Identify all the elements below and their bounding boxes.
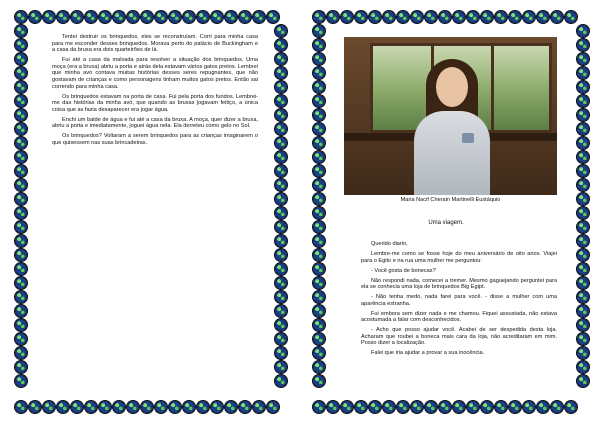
globe-icon — [275, 263, 287, 275]
right-page-text — [361, 241, 557, 360]
globe-border-bottom — [14, 400, 288, 414]
globe-icon — [577, 305, 589, 317]
globe-icon — [313, 305, 325, 317]
globe-icon — [15, 319, 27, 331]
globe-icon — [15, 221, 27, 233]
globe-icon — [15, 305, 27, 317]
globe-icon — [275, 207, 287, 219]
globe-icon — [15, 249, 27, 261]
globe-icon — [453, 11, 465, 23]
globe-icon — [113, 11, 125, 23]
globe-icon — [275, 67, 287, 79]
globe-icon — [495, 401, 507, 413]
right-paragraph-5: - Não tenha medo, nada farei para você. - disse a mulher com uma aparência estranha. — [361, 294, 557, 307]
globe-icon — [169, 401, 181, 413]
globe-icon — [15, 11, 27, 23]
globe-icon — [275, 25, 287, 37]
globe-icon — [383, 11, 395, 23]
globe-icon — [313, 53, 325, 65]
globe-icon — [313, 207, 325, 219]
globe-icon — [537, 11, 549, 23]
globe-icon — [239, 401, 251, 413]
right-paragraph-2: Lembre-me como se fosse hoje do meu aniversário de oito anos. Viajei para o Egito e na rua uma mulher me perguntou: — [361, 250, 557, 264]
globe-icon — [15, 333, 27, 345]
globe-icon — [225, 11, 237, 23]
globe-icon — [15, 25, 27, 37]
globe-icon — [275, 249, 287, 261]
globe-icon — [15, 165, 27, 177]
globe-icon — [313, 375, 325, 387]
globe-icon — [43, 11, 55, 23]
globe-icon — [509, 401, 521, 413]
globe-icon — [577, 193, 589, 205]
globe-icon — [313, 319, 325, 331]
globe-icon — [523, 11, 535, 23]
globe-icon — [313, 95, 325, 107]
globe-icon — [275, 39, 287, 51]
left-paragraph-5: Os brinquedos? Voltaram a serem brinquedos para as crianças imaginarem o que quisessem nas suas brincadeiras. — [52, 133, 258, 146]
globe-icon — [267, 11, 279, 23]
globe-icon — [85, 11, 97, 23]
globe-icon — [275, 375, 287, 387]
globe-icon — [275, 361, 287, 373]
left-paragraph-1: Tentei destruir os brinquedos, eles se reconstruíam. Corri para minha casa para me esconder desses brinquedos. Morava perto do palácio de Buckingham e a casa da bruxa era dois quarteirões de lá. — [52, 34, 258, 54]
globe-icon — [99, 11, 111, 23]
globe-icon — [537, 401, 549, 413]
globe-icon — [439, 11, 451, 23]
globe-icon — [577, 291, 589, 303]
globe-icon — [467, 11, 479, 23]
globe-icon — [275, 123, 287, 135]
globe-icon — [253, 401, 265, 413]
globe-icon — [313, 347, 325, 359]
globe-icon — [197, 401, 209, 413]
globe-icon — [565, 11, 577, 23]
right-paragraph-7: - Acho que posso ajudar você. Acabei de ser despedida desta loja. Acharam que roubei a boneca mais cara da loja, não acreditaram em mim. Posso dizer a localização. — [361, 327, 557, 347]
globe-icon — [15, 401, 27, 413]
globe-icon — [275, 109, 287, 121]
globe-icon — [15, 81, 27, 93]
globe-icon — [275, 95, 287, 107]
globe-icon — [275, 193, 287, 205]
story-title: Uma viagem. — [428, 220, 464, 226]
globe-icon — [113, 401, 125, 413]
right-paragraph-8: Falei que iria ajudar a provar a sua inocência. — [371, 350, 485, 357]
globe-border-bottom-right — [312, 400, 590, 414]
globe-icon — [155, 11, 167, 23]
globe-icon — [577, 95, 589, 107]
globe-icon — [155, 401, 167, 413]
globe-icon — [577, 235, 589, 247]
right-paragraph-3: - Você gosta de bonecas? — [371, 267, 436, 274]
globe-icon — [425, 401, 437, 413]
globe-icon — [313, 67, 325, 79]
globe-icon — [313, 25, 325, 37]
globe-icon — [551, 401, 563, 413]
globe-icon — [15, 95, 27, 107]
globe-icon — [15, 109, 27, 121]
globe-icon — [275, 151, 287, 163]
globe-icon — [15, 193, 27, 205]
globe-icon — [57, 11, 69, 23]
globe-icon — [15, 347, 27, 359]
right-paragraph-6: Fui embora sem dizer nada e me chamou. Fiquei assustada, não estava acostumada a falar com desconhecidos. — [361, 310, 557, 324]
globe-icon — [275, 277, 287, 289]
globe-icon — [577, 151, 589, 163]
globe-icon — [29, 401, 41, 413]
globe-icon — [313, 249, 325, 261]
globe-icon — [355, 11, 367, 23]
globe-icon — [15, 53, 27, 65]
right-paragraph-1: Querido diario, — [371, 241, 408, 247]
globe-icon — [211, 401, 223, 413]
globe-icon — [577, 25, 589, 37]
globe-icon — [275, 165, 287, 177]
globe-icon — [15, 361, 27, 373]
globe-icon — [313, 165, 325, 177]
globe-border-top — [14, 10, 288, 24]
globe-icon — [15, 207, 27, 219]
globe-icon — [253, 11, 265, 23]
globe-icon — [577, 375, 589, 387]
globe-icon — [439, 401, 451, 413]
left-paragraph-2: Fui até a casa da malvada para resolver a situação dos brinquedos. Uma moça (era a bruxa) abriu a porta e atrás dela estavam vários gatos pretos. Lembrei que minha avó contava muitas histórias desses seres repugnantes, que não gostavam de crianças e como personagens tinham muitos gatos pretos. Então sai correndo para minha casa. — [52, 57, 258, 90]
globe-icon — [577, 123, 589, 135]
globe-icon — [397, 401, 409, 413]
globe-icon — [275, 179, 287, 191]
globe-icon — [15, 137, 27, 149]
globe-icon — [369, 11, 381, 23]
globe-icon — [275, 221, 287, 233]
left-page-text — [52, 34, 258, 150]
globe-icon — [15, 375, 27, 387]
globe-icon — [313, 151, 325, 163]
globe-icon — [313, 263, 325, 275]
globe-icon — [425, 11, 437, 23]
globe-icon — [275, 319, 287, 331]
globe-icon — [397, 11, 409, 23]
globe-icon — [577, 81, 589, 93]
globe-icon — [275, 81, 287, 93]
globe-icon — [577, 109, 589, 121]
globe-icon — [313, 123, 325, 135]
globe-icon — [327, 401, 339, 413]
globe-icon — [369, 401, 381, 413]
globe-icon — [577, 277, 589, 289]
left-paragraph-4: Enchi um balde de água e fui até a casa da bruxa. A moça, quer dizer a bruxa, abriu a porta e imediatamente, joguei água nela. Ela derreteu como gelo no Sol. — [52, 116, 258, 130]
globe-icon — [411, 401, 423, 413]
globe-icon — [183, 401, 195, 413]
globe-icon — [577, 221, 589, 233]
globe-icon — [29, 11, 41, 23]
globe-icon — [239, 11, 251, 23]
globe-icon — [577, 39, 589, 51]
globe-icon — [313, 109, 325, 121]
globe-icon — [523, 401, 535, 413]
globe-icon — [411, 11, 423, 23]
globe-icon — [127, 401, 139, 413]
globe-icon — [197, 11, 209, 23]
globe-icon — [85, 401, 97, 413]
author-photo — [344, 37, 557, 195]
globe-icon — [313, 39, 325, 51]
globe-icon — [313, 333, 325, 345]
globe-icon — [15, 39, 27, 51]
globe-border-top-right — [312, 10, 590, 24]
globe-icon — [275, 291, 287, 303]
globe-icon — [313, 277, 325, 289]
globe-icon — [71, 11, 83, 23]
globe-icon — [481, 11, 493, 23]
globe-icon — [225, 401, 237, 413]
globe-border-right-right — [576, 24, 590, 400]
globe-icon — [15, 151, 27, 163]
globe-border-right — [274, 24, 288, 400]
globe-icon — [15, 123, 27, 135]
globe-icon — [577, 249, 589, 261]
globe-icon — [43, 401, 55, 413]
globe-icon — [355, 401, 367, 413]
globe-icon — [275, 305, 287, 317]
globe-icon — [481, 401, 493, 413]
globe-icon — [313, 137, 325, 149]
globe-icon — [565, 401, 577, 413]
globe-icon — [15, 235, 27, 247]
globe-icon — [99, 401, 111, 413]
globe-icon — [169, 11, 181, 23]
globe-icon — [577, 361, 589, 373]
globe-icon — [141, 401, 153, 413]
globe-icon — [275, 235, 287, 247]
globe-border-left — [14, 24, 28, 400]
globe-icon — [57, 401, 69, 413]
globe-icon — [383, 401, 395, 413]
globe-icon — [313, 11, 325, 23]
globe-icon — [141, 11, 153, 23]
globe-icon — [275, 53, 287, 65]
globe-icon — [313, 361, 325, 373]
globe-icon — [577, 179, 589, 191]
globe-icon — [15, 263, 27, 275]
globe-icon — [127, 11, 139, 23]
globe-icon — [327, 11, 339, 23]
photo-caption: Maria Nacif Cherain Martinelli Eustáquio — [400, 197, 501, 203]
globe-border-left-right — [312, 24, 326, 400]
globe-icon — [275, 347, 287, 359]
globe-icon — [467, 401, 479, 413]
globe-icon — [211, 11, 223, 23]
globe-icon — [577, 319, 589, 331]
globe-icon — [577, 137, 589, 149]
left-paragraph-3: Os brinquedos estavam na porta de casa. Fui pela porta dos fundos. Lembrei-me das histórias da minha avó, que quando as bruxas jogavam feitiço, a única coisa que as fazia desaparecer era jogar água. — [52, 93, 258, 113]
globe-icon — [15, 291, 27, 303]
globe-icon — [313, 401, 325, 413]
globe-icon — [577, 165, 589, 177]
right-paragraph-4: Não respondi nada, comecei a tremer. Mesmo gaguejando perguntei para ela se conhecia uma loja de brinquedos Big Egipt. — [361, 277, 557, 291]
globe-icon — [577, 53, 589, 65]
globe-icon — [577, 67, 589, 79]
globe-icon — [15, 179, 27, 191]
globe-icon — [577, 347, 589, 359]
globe-icon — [313, 235, 325, 247]
globe-icon — [267, 401, 279, 413]
globe-icon — [275, 137, 287, 149]
globe-icon — [183, 11, 195, 23]
globe-icon — [341, 401, 353, 413]
globe-icon — [453, 401, 465, 413]
globe-icon — [313, 81, 325, 93]
globe-icon — [313, 193, 325, 205]
globe-icon — [341, 11, 353, 23]
globe-icon — [495, 11, 507, 23]
globe-icon — [71, 401, 83, 413]
globe-icon — [313, 291, 325, 303]
globe-icon — [577, 263, 589, 275]
globe-icon — [313, 179, 325, 191]
globe-icon — [577, 207, 589, 219]
globe-icon — [15, 67, 27, 79]
globe-icon — [15, 277, 27, 289]
globe-icon — [509, 11, 521, 23]
globe-icon — [275, 333, 287, 345]
globe-icon — [551, 11, 563, 23]
globe-icon — [577, 333, 589, 345]
